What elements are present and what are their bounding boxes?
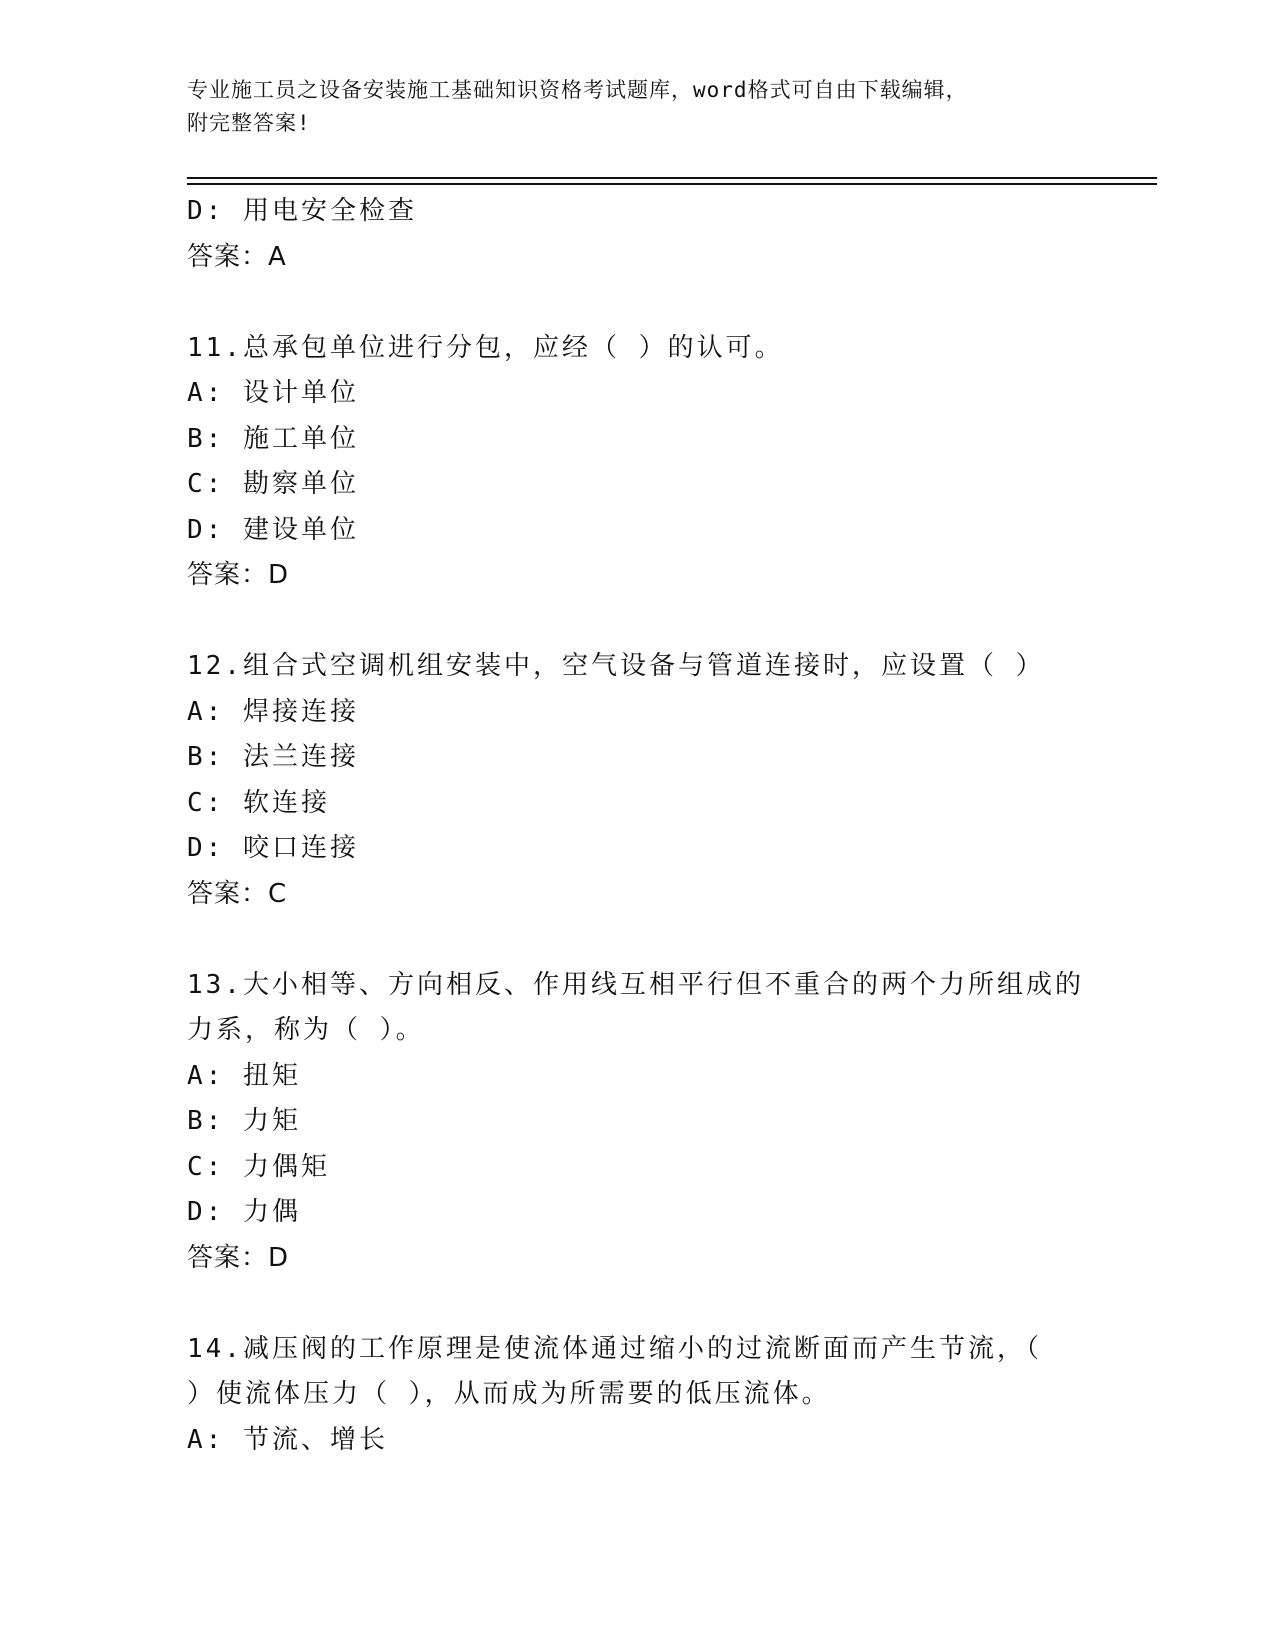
spacer (187, 280, 1087, 326)
header-line-2: 附完整答案! (187, 111, 311, 135)
question-stem-14: 14.减压阀的工作原理是使流体通过缩小的过流断面而产生节流，（ ）使流体压力（ ），从而成为所需要的低压流体。 (187, 1333, 1042, 1409)
answer: 答案：A (187, 241, 287, 272)
option-d: D: 建设单位 (187, 514, 359, 545)
question-list (187, 189, 1087, 1463)
option-d: D: 力偶 (187, 1197, 301, 1227)
option-a: A: 焊接连接 (187, 696, 359, 727)
option-c: C: 勘察单位 (187, 469, 359, 499)
option-a: A: 设计单位 (187, 378, 359, 408)
answer: 答案：D (187, 560, 290, 590)
answer: 答案：D (187, 1242, 290, 1273)
option-d: D: 用电安全检查 (187, 196, 417, 226)
question-stem-13: 13.大小相等、方向相反、作用线互相平行但不重合的两个力所组成的 力系，称为（ ）。 (187, 969, 1084, 1045)
option-b: B: 法兰连接 (187, 742, 359, 772)
option-d: D: 咬口连接 (187, 833, 359, 863)
option-b: B: 施工单位 (187, 423, 359, 454)
header-line-1: 专业施工员之设备安装施工基础知识资格考试题库，word格式可自由下载编辑， (187, 78, 968, 102)
option-a: A: 节流、增长 (187, 1424, 388, 1455)
option-b: B: 力矩 (187, 1106, 301, 1136)
question-stem-11: 11.总承包单位进行分包，应经（ ）的认可。 (187, 332, 784, 363)
header-divider-top (187, 177, 1157, 179)
spacer (187, 1281, 1087, 1327)
spacer (187, 599, 1087, 645)
option-c: C: 软连接 (187, 787, 330, 818)
option-a: A: 扭矩 (187, 1060, 301, 1091)
option-c: C: 力偶矩 (187, 1151, 330, 1182)
header-divider-bottom (187, 183, 1157, 185)
answer: 答案：C (187, 878, 288, 909)
spacer (187, 917, 1087, 963)
document-header (187, 74, 1087, 140)
question-stem-12: 12.组合式空调机组安装中，空气设备与管道连接时，应设置（ ） (187, 651, 1045, 681)
